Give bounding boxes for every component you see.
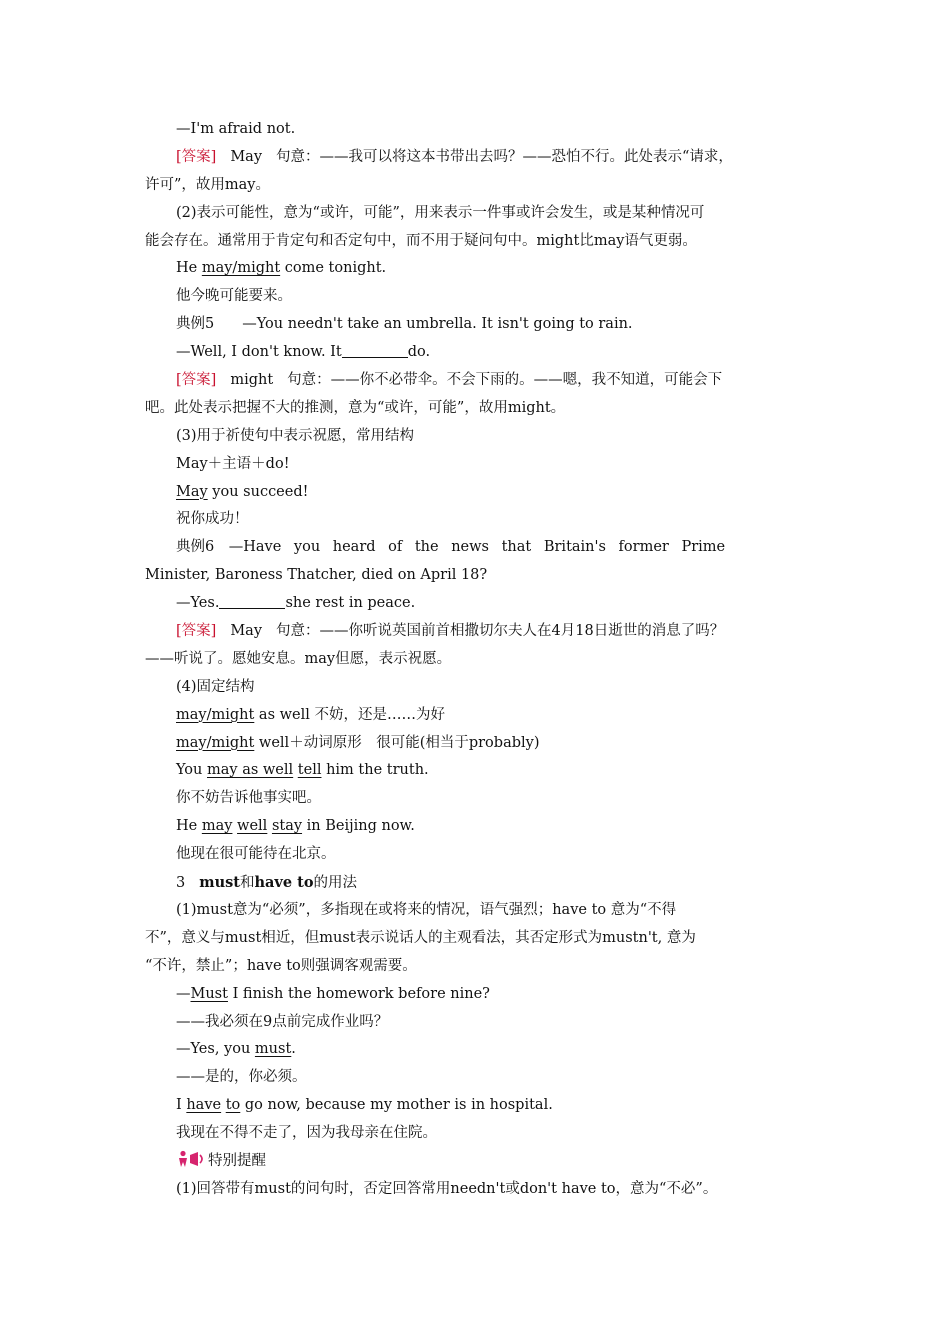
answer-word: might (230, 372, 274, 389)
text-span: she rest in peace. (285, 595, 416, 612)
underlined-word: have (186, 1097, 222, 1114)
text-span: — (176, 985, 191, 1002)
text-span: I finish the homework before nine? (227, 985, 490, 1002)
text-span: in Beijing now. (302, 818, 415, 835)
example-sentence (145, 1092, 820, 1120)
example-question (145, 311, 820, 339)
example-label: 典例5 (176, 316, 215, 333)
text-line: (2)表示可能性，意为“或许，可能”，用来表示一件事或许会发生，或是某种情况可 (176, 204, 705, 221)
underlined-word: to (225, 1097, 241, 1114)
text-line: 不”，意义与must相近，但must表示说话人的主观看法，其否定形式为mustn't, 意为 (145, 929, 696, 946)
text-span: 的用法 (313, 875, 357, 892)
example-sentence (145, 757, 820, 785)
underlined-word: tell (297, 762, 322, 779)
heading-keyword: have to (254, 874, 314, 892)
phrase (145, 702, 820, 730)
answer-blank (342, 343, 408, 358)
underlined-word: must (254, 1041, 292, 1058)
underlined-word: stay (271, 818, 303, 835)
heading-keyword: must (199, 874, 240, 892)
text-span: 和 (239, 875, 255, 892)
text-span: —Well, I don't know. It (176, 344, 342, 361)
translation: ——我必须在9点前完成作业吗？ (176, 1013, 389, 1030)
translation: 他现在很可能待在北京。 (176, 846, 336, 863)
answer-tag: [答案] (176, 372, 217, 389)
text-span: He (176, 260, 202, 277)
question-line (145, 339, 820, 367)
text-span: —Yes. (176, 595, 220, 612)
underlined-word: Must (190, 985, 228, 1002)
text-span: as well 不妨，还是……为好 (254, 706, 445, 723)
explanation: 句意：——你听说英国前首相撒切尔夫人在4月18日逝世的消息了吗？ (276, 623, 725, 640)
translation: ——是的，你必须。 (176, 1069, 307, 1086)
underlined-word: may/might (176, 734, 255, 751)
example-sentence (145, 1036, 820, 1064)
text-line: (1)must意为“必须”，多指现在或将来的情况，语气强烈；have to 意为“不得 (176, 901, 677, 918)
text-line: (3)用于祈使句中表示祝愿，常用结构 (176, 427, 415, 444)
answer-tag: [答案] (176, 623, 217, 640)
example-sentence (145, 479, 820, 507)
question-text: —You needn't take an umbrella. It isn't going to rain. (242, 316, 633, 333)
text-line: (4)固定结构 (176, 678, 255, 695)
special-reminder-icon (176, 1150, 206, 1168)
text-line: 吧。此处表示把握不大的推测，意为“或许，可能”，故用might。 (145, 399, 566, 416)
text-line: —I'm afraid not. (176, 121, 296, 137)
example-sentence (145, 255, 820, 283)
text-span: him the truth. (321, 762, 429, 779)
answer-line (145, 367, 820, 395)
question-line (145, 590, 820, 618)
text-span: come tonight. (280, 260, 387, 277)
text-span: —Yes, you (176, 1041, 255, 1058)
example-sentence (145, 981, 820, 1009)
underlined-word: may (201, 818, 233, 835)
translation: 他今晚可能要来。 (176, 288, 292, 305)
explanation: 句意：——我可以将这本书带出去吗？——恐怕不行。此处表示“请求， (276, 148, 733, 165)
answer-word: May (230, 623, 263, 640)
text-span: go now, because my mother is in hospital. (240, 1097, 553, 1114)
answer-line (145, 144, 820, 172)
text-span: I (176, 1097, 187, 1114)
text-line: 许可”，故用may。 (145, 176, 270, 193)
answer-word: May (230, 148, 263, 165)
text-line: (1)回答带有must的问句时，否定回答常用needn't或don't have to，意为“不必”。 (176, 1180, 718, 1197)
section-number: 3 (176, 875, 186, 892)
translation: 我现在不得不走了，因为我母亲在住院。 (176, 1125, 437, 1142)
explanation: 句意：——你不必带伞。不会下雨的。——嗯，我不知道，可能会下 (287, 372, 723, 389)
underlined-word: may/might (176, 706, 255, 723)
text-line: “不许，禁止”；have to则强调客观需要。 (145, 957, 417, 974)
example-question: 典例6 —Have you heard of the news that Britain's former Prime (176, 539, 726, 556)
text-span: you succeed! (207, 483, 309, 500)
translation: 祝你成功！ (176, 511, 249, 528)
question-line: Minister, Baroness Thatcher, died on April 18? (145, 567, 488, 584)
answer-blank (219, 594, 285, 609)
section-heading (145, 869, 820, 897)
phrase (145, 730, 820, 758)
structure: May＋主语＋do! (176, 455, 290, 472)
text-span: You (176, 762, 207, 779)
tip-label: 特别提醒 (208, 1152, 266, 1169)
text-line: 能会存在。通常用于肯定句和否定句中，而不用于疑问句中。might比may语气更弱。 (145, 232, 697, 249)
text-span: do. (407, 344, 431, 361)
text-span: well＋动词原形 很可能(相当于probably) (254, 734, 540, 751)
text-span: He (176, 818, 202, 835)
underlined-word: may as well (207, 762, 294, 779)
underlined-word: May (176, 483, 208, 500)
document-page (145, 116, 820, 1204)
text-span: . (291, 1041, 296, 1058)
example-sentence (145, 813, 820, 841)
underlined-word: may/might (201, 260, 281, 277)
translation: 你不妨告诉他事实吧。 (176, 790, 321, 807)
tip-heading (145, 1148, 820, 1176)
text-line: ——听说了。愿她安息。may但愿，表示祝愿。 (145, 650, 452, 667)
answer-tag: [答案] (176, 148, 217, 165)
answer-line (145, 618, 820, 646)
underlined-word: well (237, 818, 268, 835)
